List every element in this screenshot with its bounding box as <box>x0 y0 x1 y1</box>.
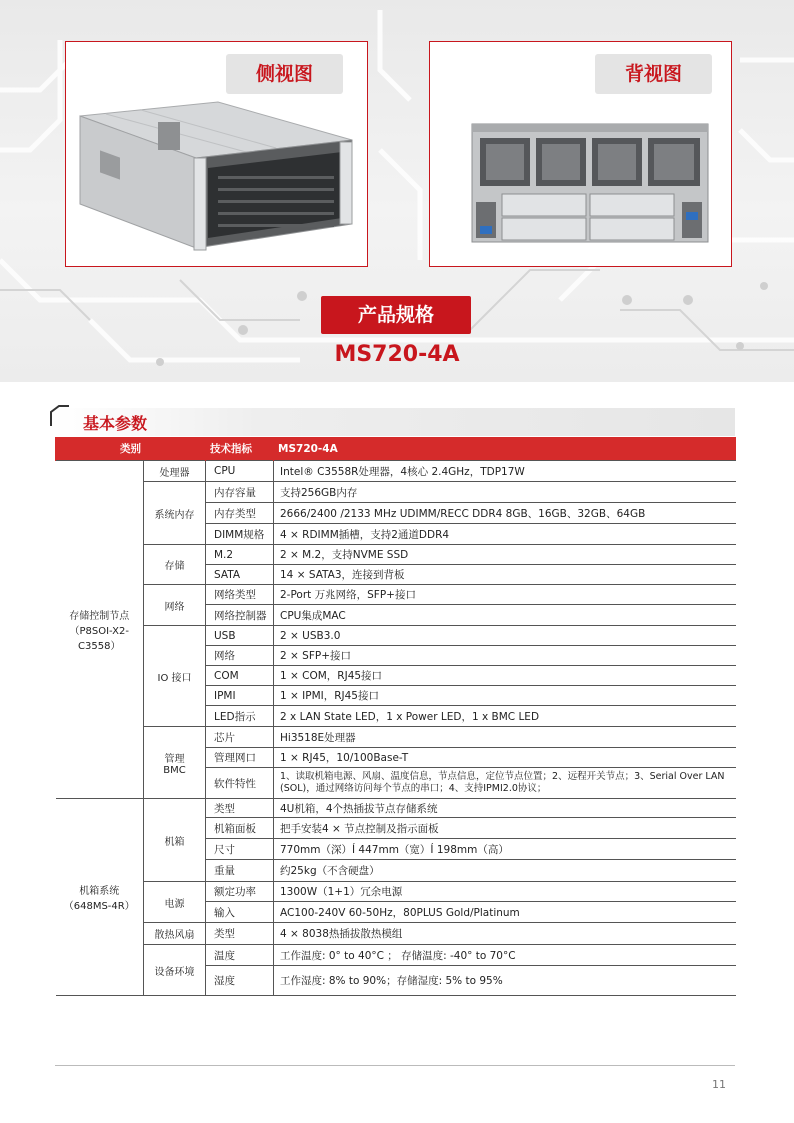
side-view-box <box>65 41 368 267</box>
product-spec-tag: 产品规格 <box>321 296 471 334</box>
table-row <box>56 882 736 902</box>
value: AC100-240V 60-50Hz，80PLUS Gold/Platinum <box>274 902 736 923</box>
item: 网络控制器 <box>206 605 274 626</box>
value: 770mm（深）Í 447mm（宽）Í 198mm（高） <box>274 839 736 860</box>
value: 2 × USB3.0 <box>274 626 736 646</box>
value: 把手安装4 × 节点控制及指示面板 <box>274 818 736 839</box>
item: CPU <box>206 461 274 482</box>
value: 1 × IPMI，RJ45接口 <box>274 686 736 706</box>
subcat-chassis: 机箱 <box>144 799 206 882</box>
table-row <box>56 799 736 818</box>
table-row <box>56 727 736 748</box>
value: 14 × SATA3，连接到背板 <box>274 565 736 585</box>
value: 工作温度: 0° to 40°C ； 存储温度: -40° to 70°C <box>274 945 736 966</box>
item: SATA <box>206 565 274 585</box>
value: 支持256GB内存 <box>274 482 736 503</box>
item: 类型 <box>206 923 274 945</box>
side-view-label: 侧视图 <box>226 54 343 94</box>
table-row <box>56 482 736 503</box>
table-row <box>56 945 736 966</box>
item: 输入 <box>206 902 274 923</box>
header-category: 类别 <box>56 437 206 461</box>
table-row <box>56 585 736 605</box>
footer-divider <box>55 1065 735 1066</box>
item: COM <box>206 666 274 686</box>
item: LED指示 <box>206 706 274 727</box>
value: CPU集成MAC <box>274 605 736 626</box>
subcat-bmc: 管理 BMC <box>144 727 206 799</box>
value: 约25kg（不含硬盘） <box>274 860 736 882</box>
group-storage-node: 存储控制节点 （P8SOI-X2- C3558） <box>56 461 144 799</box>
value: 1、读取机箱电源、风扇、温度信息，节点信息，定位节点位置；2、远程开关节点；3、Serial Over LAN (SOL)，通过网络访问每个节点的串口；4、支持IPMI2.0协议； <box>274 768 736 799</box>
item: 内存类型 <box>206 503 274 524</box>
model-title: MS720-4A <box>334 342 460 367</box>
value: Hi3518E处理器 <box>274 727 736 748</box>
item: 网络 <box>206 646 274 666</box>
value: 2 × SFP+接口 <box>274 646 736 666</box>
item: 内存容量 <box>206 482 274 503</box>
item: 温度 <box>206 945 274 966</box>
header-spec: 技术指标 <box>206 437 274 461</box>
subcat-io: IO 接口 <box>144 626 206 727</box>
back-view-label: 背视图 <box>595 54 712 94</box>
item: 网络类型 <box>206 585 274 605</box>
table-row <box>56 923 736 945</box>
item: 额定功率 <box>206 882 274 902</box>
subcat-power: 电源 <box>144 882 206 923</box>
item: IPMI <box>206 686 274 706</box>
item: DIMM规格 <box>206 524 274 545</box>
value: 工作湿度: 8% to 90%；存储湿度: 5% to 95% <box>274 966 736 996</box>
item: 尺寸 <box>206 839 274 860</box>
group-chassis: 机箱系统 （648MS-4R） <box>56 799 144 996</box>
value: 1 × RJ45，10/100Base-T <box>274 748 736 768</box>
page-number: 11 <box>712 1078 726 1091</box>
table-row <box>56 461 736 482</box>
server-back-image <box>430 42 731 266</box>
subcat-fan: 散热风扇 <box>144 923 206 945</box>
item: USB <box>206 626 274 646</box>
hero-banner <box>0 0 794 382</box>
spec-table <box>55 437 736 996</box>
subcat-storage: 存储 <box>144 545 206 585</box>
value: 2-Port 万兆网络，SFP+接口 <box>274 585 736 605</box>
table-row <box>56 626 736 646</box>
section-title: 基本参数 <box>83 414 148 433</box>
value: Intel® C3558R处理器，4核心 2.4GHz，TDP17W <box>274 461 736 482</box>
value: 4 × 8038热插拔散热模组 <box>274 923 736 945</box>
item: 类型 <box>206 799 274 818</box>
subcat-cpu: 处理器 <box>144 461 206 482</box>
item: 管理网口 <box>206 748 274 768</box>
value: 4 × RDIMM插槽，支持2通道DDR4 <box>274 524 736 545</box>
value: 2666/2400 /2133 MHz UDIMM/RECC DDR4 8GB、16GB、32GB、64GB <box>274 503 736 524</box>
value: 1300W（1+1）冗余电源 <box>274 882 736 902</box>
item: M.2 <box>206 545 274 565</box>
item: 软件特性 <box>206 768 274 799</box>
value: 1 × COM，RJ45接口 <box>274 666 736 686</box>
item: 芯片 <box>206 727 274 748</box>
back-view-box <box>429 41 732 267</box>
item: 重量 <box>206 860 274 882</box>
value: 2 × M.2，支持NVME SSD <box>274 545 736 565</box>
subcat-environment: 设备环境 <box>144 945 206 996</box>
subcat-memory: 系统内存 <box>144 482 206 545</box>
server-side-image <box>66 42 367 266</box>
value: 4U机箱，4个热插拔节点存储系统 <box>274 799 736 818</box>
corner-bracket-icon <box>47 402 77 432</box>
item: 湿度 <box>206 966 274 996</box>
item: 机箱面板 <box>206 818 274 839</box>
subcat-network: 网络 <box>144 585 206 626</box>
value: 2 x LAN State LED，1 x Power LED，1 x BMC LED <box>274 706 736 727</box>
header-model: MS720-4A <box>274 437 736 461</box>
table-row <box>56 545 736 565</box>
table-header-row <box>56 437 736 461</box>
section-title-bar <box>55 408 735 436</box>
